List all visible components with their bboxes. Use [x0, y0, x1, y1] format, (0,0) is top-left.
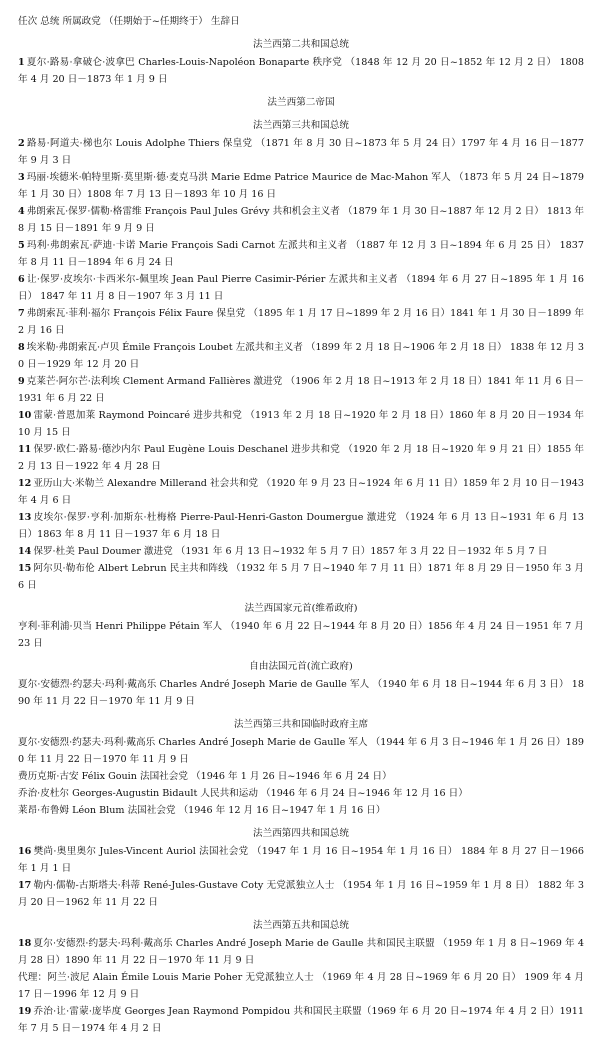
entry-number: 11	[18, 444, 32, 455]
section-title: 法兰西第二帝国	[267, 97, 335, 108]
entry-text: 乔治·皮杜尔 Georges-Augustin Bidault 人民共和运动 （1946 年 6 月 24 日~1946 年 12 月 16 日）	[18, 788, 468, 799]
entry-number: 7	[18, 308, 25, 319]
president-entry	[18, 543, 584, 560]
president-entry	[18, 373, 584, 407]
entry-text: 夏尔·安德烈·约瑟夫·玛利·戴高乐 Charles André Joseph Marie de Gaulle 军人 （1944 年 6 月 3 日~1946 年 1 月 26 日）1890 年 11 月 22 日－1970 年 11 月 9 日	[18, 737, 584, 765]
section-title: 自由法国元首(流亡政府)	[249, 661, 353, 672]
section-block	[18, 825, 584, 911]
president-entry	[18, 475, 584, 509]
president-entry	[18, 407, 584, 441]
column-header-line: 任次 总统 所属政党 （任期始于~任期终于） 生辞日	[18, 16, 240, 27]
president-entry	[18, 768, 584, 785]
president-entry	[18, 441, 584, 475]
entry-text: 保罗·欧仁·路易·德沙内尔 Paul Eugène Louis Deschanel 进步共和党 （1920 年 2 月 18 日~1920 年 9 月 21 日）1855 年 2 月 13 日－1922 年 4 月 28 日	[18, 444, 584, 472]
president-entry	[18, 339, 584, 373]
president-entry	[18, 54, 584, 88]
entry-number: 14	[18, 546, 32, 557]
president-entry	[18, 785, 584, 802]
entry-text: 玛丽·埃德米·帕特里斯·莫里斯·德·麦克马洪 Marie Edme Patrice Maurice de Mac-Mahon 军人 （1873 年 5 月 24 日~1879 年 1 月 30 日）1808 年 7 月 13 日－1893 年 10 月 16 日	[18, 172, 584, 200]
entry-text: 弗朗索瓦·菲利·福尔 François Félix Faure 保皇党 （1895 年 1 月 17 日~1899 年 2 月 16 日）1841 年 1 月 30 日－1899 年 2 月 16 日	[18, 308, 584, 336]
entry-text: 代理：阿兰·波尼 Alain Émile Louis Marie Poher 无党派独立人士 （1969 年 4 月 28 日~1969 年 6 月 20 日） 1909 年 4 月 17 日－1996 年 12 月 9 日	[18, 972, 584, 1000]
entry-number: 4	[18, 206, 25, 217]
entry-text: 费历克斯·古安 Félix Gouin 法国社会党 （1946 年 1 月 26 日~1946 年 6 月 24 日）	[18, 771, 392, 782]
entry-text: 亨利·菲利浦·贝当 Henri Philippe Pétain 军人 （1940 年 6 月 22 日~1944 年 8 月 20 日）1856 年 4 月 24 日－1951 年 7 月 23 日	[18, 621, 584, 649]
president-entry	[18, 305, 584, 339]
section-block	[18, 600, 584, 652]
entry-number: 18	[18, 938, 32, 949]
section-block	[18, 917, 584, 1037]
entry-text: 雷蒙·普恩加莱 Raymond Poincaré 进步共和党 （1913 年 2 月 18 日~1920 年 2 月 18 日）1860 年 8 月 20 日－1934 年 10 月 15 日	[18, 410, 584, 438]
entry-text: 玛利·弗朗索瓦·萨迪·卡诺 Marie François Sadi Carnot 左派共和主义者 （1887 年 12 月 3 日~1894 年 6 月 25 日） 1837 年 8 月 11 日－1894 年 6 月 24 日	[18, 240, 584, 268]
section-block	[18, 658, 584, 710]
president-entry	[18, 843, 584, 877]
section-block	[18, 94, 584, 594]
president-entry	[18, 237, 584, 271]
entry-text: 夏尔·安德烈·约瑟夫·玛利·戴高乐 Charles André Joseph Marie de Gaulle 军人 （1940 年 6 月 18 日~1944 年 6 月 3 日） 1890 年 11 月 22 日－1970 年 11 月 9 日	[18, 679, 584, 707]
entry-number: 8	[18, 342, 25, 353]
entry-number: 12	[18, 478, 32, 489]
section-title: 法兰西第二共和国总统	[253, 39, 349, 50]
president-entry	[18, 560, 584, 594]
president-entry	[18, 509, 584, 543]
entry-number: 16	[18, 846, 32, 857]
entry-text: 路易·阿道夫·梯也尔 Louis Adolphe Thiers 保皇党 （1871 年 8 月 30 日~1873 年 5 月 24 日）1797 年 4 月 16 日－1877 年 9 月 3 日	[18, 138, 584, 166]
entry-text: 勒内·儒勒-古斯塔夫·科蒂 René-Jules-Gustave Coty 无党派独立人士 （1954 年 1 月 16 日~1959 年 1 月 8 日） 1882 年 3 月 20 日－1962 年 11 月 22 日	[18, 880, 584, 908]
president-entry	[18, 676, 584, 710]
entry-number: 5	[18, 240, 25, 251]
entry-text: 夏尔·路易·拿破仑·波拿巴 Charles-Louis-Napoléon Bonaparte 秩序党 （1848 年 12 月 20 日~1852 年 12 月 2 日） 1808 年 4 月 20 日－1873 年 1 月 9 日	[18, 57, 584, 85]
entry-text: 让·保罗·皮埃尔·卡西米尔-佩里埃 Jean Paul Pierre Casimir-Périer 左派共和主义者 （1894 年 6 月 27 日~1895 年 1 月 16 日） 1847 年 11 月 8 日－1907 年 3 月 11 日	[18, 274, 584, 302]
entry-number: 3	[18, 172, 25, 183]
entry-number: 13	[18, 512, 32, 523]
presidents-list	[18, 36, 584, 1037]
entry-number: 9	[18, 376, 25, 387]
president-entry	[18, 877, 584, 911]
entry-text: 皮埃尔·保罗·亨利·加斯东·杜梅格 Pierre-Paul-Henri-Gaston Doumergue 激进党 （1924 年 6 月 13 日~1931 年 6 月 13 日）1863 年 8 月 11 日－1937 年 6 月 18 日	[18, 512, 584, 540]
president-entry	[18, 802, 584, 819]
entry-text: 乔治·让·雷蒙·庞毕度 Georges Jean Raymond Pompidou 共和国民主联盟（1969 年 6 月 20 日~1974 年 4 月 2 日）1911 年 7 月 5 日－1974 年 4 月 2 日	[18, 1006, 584, 1034]
entry-number: 19	[18, 1006, 32, 1017]
president-entry	[18, 169, 584, 203]
section-title: 法兰西第四共和国总统	[253, 828, 349, 839]
entry-text: 埃米勒·弗朗索瓦·卢贝 Émile François Loubet 左派共和主义者 （1899 年 2 月 18 日~1906 年 2 月 18 日） 1838 年 12 月 30 日－1929 年 12 月 20 日	[18, 342, 584, 370]
president-entry	[18, 271, 584, 305]
entry-number: 17	[18, 880, 32, 891]
president-entry	[18, 618, 584, 652]
entry-text: 克莱芒·阿尔芒·法利埃 Clement Armand Fallières 激进党 （1906 年 2 月 18 日~1913 年 2 月 18 日）1841 年 11 月 6 日－1931 年 6 月 22 日	[18, 376, 584, 404]
entry-number: 2	[18, 138, 25, 149]
entry-number: 1	[18, 57, 25, 68]
section-title: 法兰西第三共和国临时政府主席	[233, 719, 369, 730]
president-entry	[18, 203, 584, 237]
entry-text: 樊尚·奥里奥尔 Jules-Vincent Auriol 法国社会党 （1947 年 1 月 16 日~1954 年 1 月 16 日） 1884 年 8 月 27 日－1966 年 1 月 1 日	[18, 846, 584, 874]
president-entry	[18, 734, 584, 768]
president-entry	[18, 1003, 584, 1037]
entry-text: 保罗·杜美 Paul Doumer 激进党 （1931 年 6 月 13 日~1932 年 5 月 7 日）1857 年 3 月 22 日－1932 年 5 月 7 日	[33, 546, 548, 557]
entry-number: 15	[18, 563, 32, 574]
entry-text: 夏尔·安德烈·约瑟夫·玛利·戴高乐 Charles André Joseph Marie de Gaulle 共和国民主联盟 （1959 年 1 月 8 日~1969 年 4 月 28 日）1890 年 11 月 22 日－1970 年 11 月 9 日	[18, 938, 584, 966]
president-entry	[18, 135, 584, 169]
entry-number: 6	[18, 274, 25, 285]
entry-text: 阿尔贝·勒布伦 Albert Lebrun 民主共和阵线 （1932 年 5 月 7 日~1940 年 7 月 11 日）1871 年 8 月 29 日－1950 年 3 月 6 日	[18, 563, 584, 591]
president-entry	[18, 935, 584, 969]
section-title: 法兰西第五共和国总统	[253, 920, 349, 931]
section-block	[18, 716, 584, 819]
section-title: 法兰西国家元首(维希政府)	[244, 603, 358, 614]
entry-text: 莱昂·布鲁姆 Léon Blum 法国社会党 （1946 年 12 月 16 日~1947 年 1 月 16 日）	[18, 805, 386, 816]
section-title: 法兰西第三共和国总统	[253, 120, 349, 131]
entry-number: 10	[18, 410, 32, 421]
entry-text: 弗朗索瓦·保罗·儒勒·格雷维 François Paul Jules Grévy 共和机会主义者 （1879 年 1 月 30 日~1887 年 12 月 2 日） 1813 年 8 月 15 日－1891 年 9 月 9 日	[18, 206, 584, 234]
section-block	[18, 36, 584, 88]
president-entry	[18, 969, 584, 1003]
entry-text: 亚历山大·米勒兰 Alexandre Millerand 社会共和党 （1920 年 9 月 23 日~1924 年 6 月 11 日）1859 年 2 月 10 日－1943 年 4 月 6 日	[18, 478, 584, 506]
